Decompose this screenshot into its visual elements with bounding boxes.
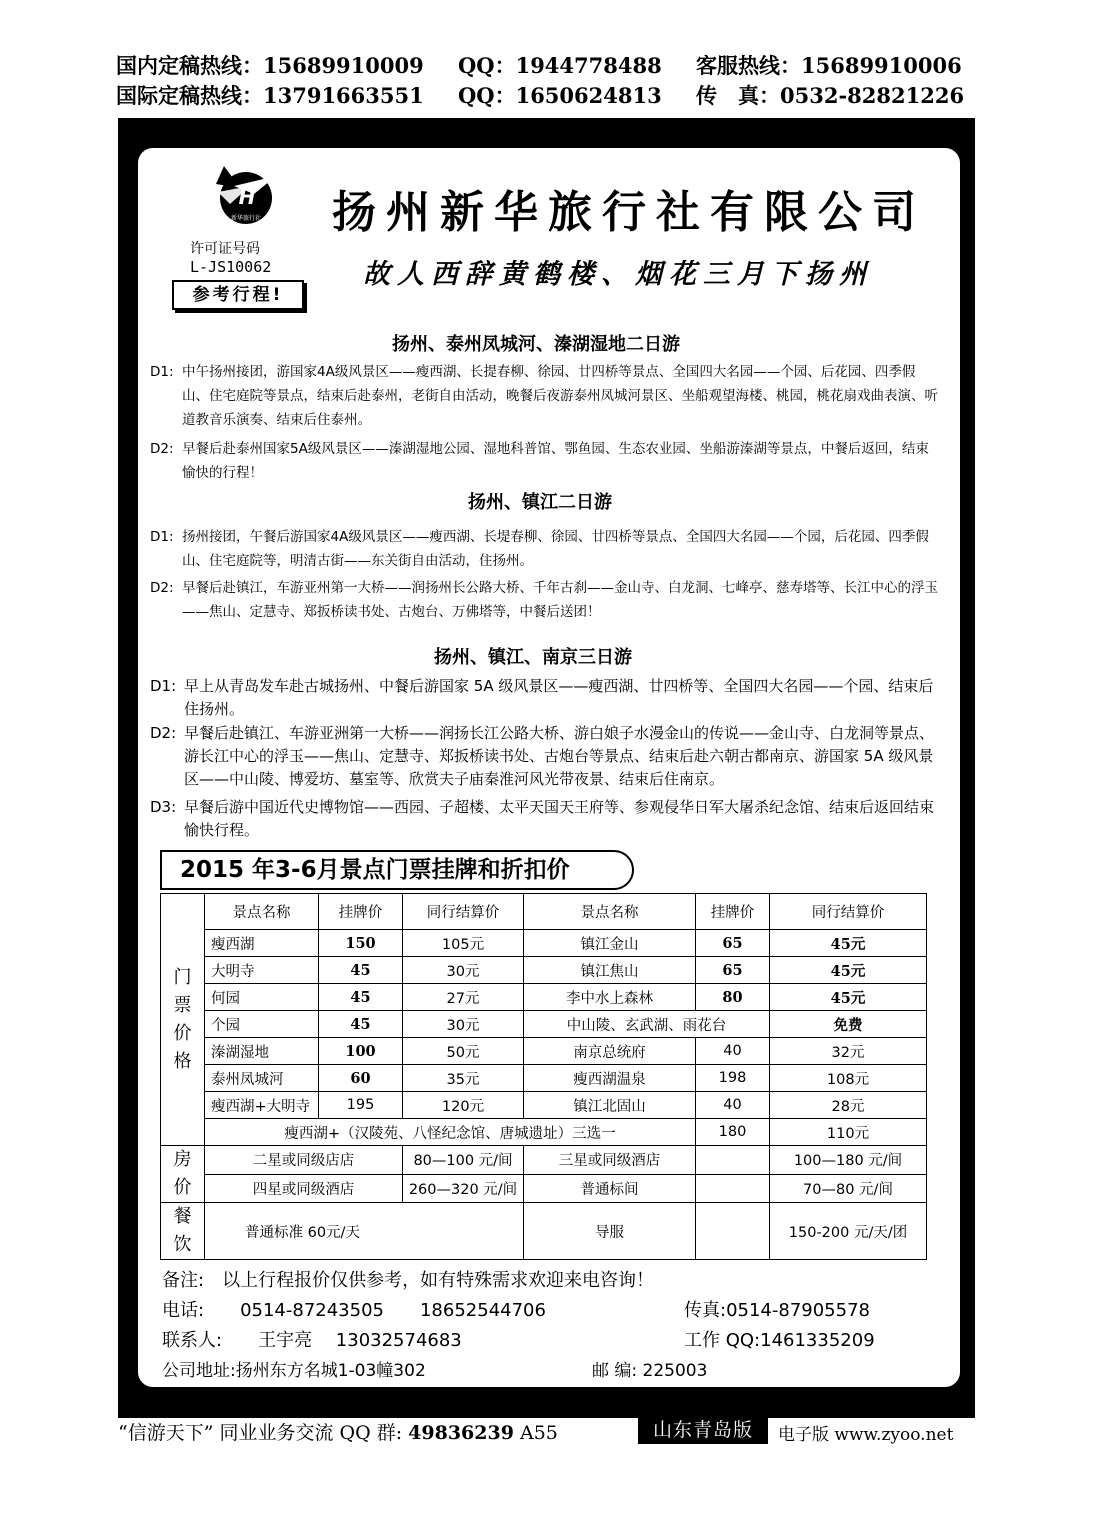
day-text: 早餐后赴镇江，车游亚州第一大桥——润扬州长公路大桥、千年古刹——金山寺、白龙洞、七峰亭、慈寿塔等、长江中心的浮玉——焦山、定慧寺、郑扳桥读书处、古炮台、万佛塔等，中餐后送团！ [182, 580, 938, 620]
header-cell: 景点名称 [205, 894, 319, 930]
header-cell: 挂牌价 [696, 894, 770, 930]
company-name: 扬州新华旅行社有限公司 [332, 187, 926, 238]
license-number: L-JS10062 [190, 258, 272, 276]
table-header-row [161, 894, 927, 930]
qq-2: QQ：1650624813 [458, 83, 662, 108]
route-3-title: 扬州、镇江、南京三日游 [434, 647, 632, 668]
group-prefix: “信游天下” 同业业务交流 QQ 群: [118, 1422, 403, 1444]
day-label: D1: [150, 529, 174, 545]
edition-badge: 山东青岛版 [638, 1416, 768, 1444]
category-tickets: 门 票 价 格 [161, 894, 205, 1146]
license-label: 许可证号码 [190, 241, 260, 257]
phone: 电话: 0514-87243505 18652544706 [162, 1300, 546, 1321]
table-row: 瘦西湖 150 105元 镇江金山 65 45元 [161, 930, 927, 957]
header-cell: 景点名称 [524, 894, 696, 930]
day-text: 早餐后赴泰州国家5A级风景区——溱湖湿地公园、湿地科普馆、鄂鱼园、生态农业园、坐船游溱湖等景点，中餐后返回，结束愉快的行程！ [182, 441, 929, 481]
table-row: 瘦西湖+大明寺 195 120元 镇江北固山 40 28元 [161, 1092, 927, 1119]
day-label: D3: [150, 798, 177, 816]
route-2-title: 扬州、镇江二日游 [468, 492, 612, 513]
table-row: 个园 45 30元 中山陵、玄武湖、雨花台 免费 [161, 1011, 927, 1038]
header-cell: 同行结算价 [770, 894, 927, 930]
reference-itinerary-badge: 参考行程! [172, 280, 304, 310]
day-label: D2: [150, 724, 177, 742]
route-3-day-1 [150, 675, 940, 721]
day-label: D2: [150, 580, 174, 596]
footer-group-info [118, 1418, 558, 1445]
table-row: 大明寺 45 30元 镇江焦山 65 45元 [161, 957, 927, 984]
svg-text:H: H [238, 185, 256, 209]
table-row: 泰州凤城河 60 35元 瘦西湖温泉 198 108元 [161, 1065, 927, 1092]
price-section-title: 2015 年3-6月景点门票挂牌和折扣价 [160, 850, 634, 890]
table-row-combo: 瘦西湖+（汉陵苑、八怪纪念馆、唐城遗址）三选一 180 110元 [161, 1119, 927, 1146]
remark: 备注: 以上行程报价仅供参考，如有特殊需求欢迎来电咨询！ [162, 1270, 655, 1291]
work-qq: 工作 QQ:1461335209 [684, 1330, 875, 1351]
fax-hotline: 传 真：0532-82821226 [696, 83, 965, 108]
day-text: 早餐后游中国近代史博物馆——西园、子超楼、太平天国天王府等、参观侵华日军大屠杀纪念馆、结束后返回结束愉快行程。 [184, 798, 935, 839]
day-text: 早餐后赴镇江、车游亚洲第一大桥——润扬长江公路大桥、游白娘子水漫金山的传说——金山寺、白龙洞等景点、游长江中心的浮玉——焦山、定慧寺、郑扳桥读书处、古炮台等景点、结束后赴六朝古都南京、游国家 5A 级风景区——中山陵、博爱坊、墓室等、欣赏夫子庙秦淮河风光带夜景、结束后住南京。 [184, 724, 935, 788]
room-row: 四星或同级酒店 260—320 元/间 普通标间 70—80 元/间 [161, 1174, 927, 1203]
group-qq: 49836239 [408, 1422, 514, 1444]
day-text: 中午扬州接团，游国家4A级风景区——瘦西湖、长提春柳、徐园、廿四桥等景点、全国四大名园——个园、后花园、四季假山、住宅庭院等景点，结束后赴泰州，老街自由活动，晚餐后夜游泰州凤城河景区、坐船观望海楼、桃园，桃花扇戏曲表演、听道教音乐演奏、结束后住泰州。 [182, 364, 938, 428]
website: 电子版 www.zyoo.net [778, 1425, 954, 1445]
slogan: 故人西辞黄鹤楼、烟花三月下扬州 [363, 259, 873, 290]
room-row: 房 价 二星或同级店店 80—100 元/间 三星或同级酒店 100—180 元/间 [161, 1146, 927, 1175]
domestic-hotline: 国内定稿热线：15689910009 [116, 53, 424, 78]
header-cell: 同行结算价 [403, 894, 524, 930]
day-text: 扬州接团，午餐后游国家4A级风景区——瘦西湖、长堤春柳、徐园、廿四桥等景点、全国四大名园——个园，后花园、四季假山、住宅庭院等，明清古街——东关街自由活动，住扬州。 [182, 529, 929, 569]
day-label: D1: [150, 364, 174, 380]
route-2-day-2 [150, 576, 940, 624]
price-table [160, 893, 927, 1260]
category-rooms: 房 价 [161, 1146, 205, 1203]
day-label: D2: [150, 441, 174, 457]
day-text: 早上从青岛发车赴古城扬州、中餐后游国家 5A 级风景区——瘦西湖、廿四桥等、全国四大名园——个园、结束后住扬州。 [184, 677, 934, 718]
page-number: A55 [519, 1422, 558, 1444]
intl-hotline: 国际定稿热线：13791663551 [116, 83, 424, 108]
route-3-day-3 [150, 796, 940, 842]
category-food: 餐 饮 [161, 1203, 205, 1260]
day-label: D1: [150, 677, 177, 695]
route-3-day-2 [150, 722, 940, 791]
route-1-day-2 [150, 437, 940, 485]
postcode: 邮 编: 225003 [592, 1361, 708, 1381]
contact-person: 联系人: 王宇亮 13032574683 [162, 1330, 462, 1351]
service-hotline: 客服热线：15689910006 [696, 53, 962, 78]
svg-text:新华旅行社: 新华旅行社 [230, 215, 262, 222]
route-1-title: 扬州、泰州凤城河、溱湖湿地二日游 [392, 334, 680, 355]
header-cell: 挂牌价 [319, 894, 403, 930]
table-row: 溱湖湿地 100 50元 南京总统府 40 32元 [161, 1038, 927, 1065]
company-logo-icon [210, 158, 280, 228]
table-row: 何园 45 27元 李中水上森林 80 45元 [161, 984, 927, 1011]
food-row: 餐 饮 普通标准 60元/天 导服 150-200 元/天/团 [161, 1203, 927, 1260]
company-address: 公司地址:扬州东方名城1-03幢302 [162, 1361, 426, 1381]
route-2-day-1 [150, 525, 940, 573]
route-1-day-1 [150, 360, 940, 432]
fax: 传真:0514-87905578 [684, 1300, 870, 1321]
qq-1: QQ：1944778488 [458, 53, 662, 78]
